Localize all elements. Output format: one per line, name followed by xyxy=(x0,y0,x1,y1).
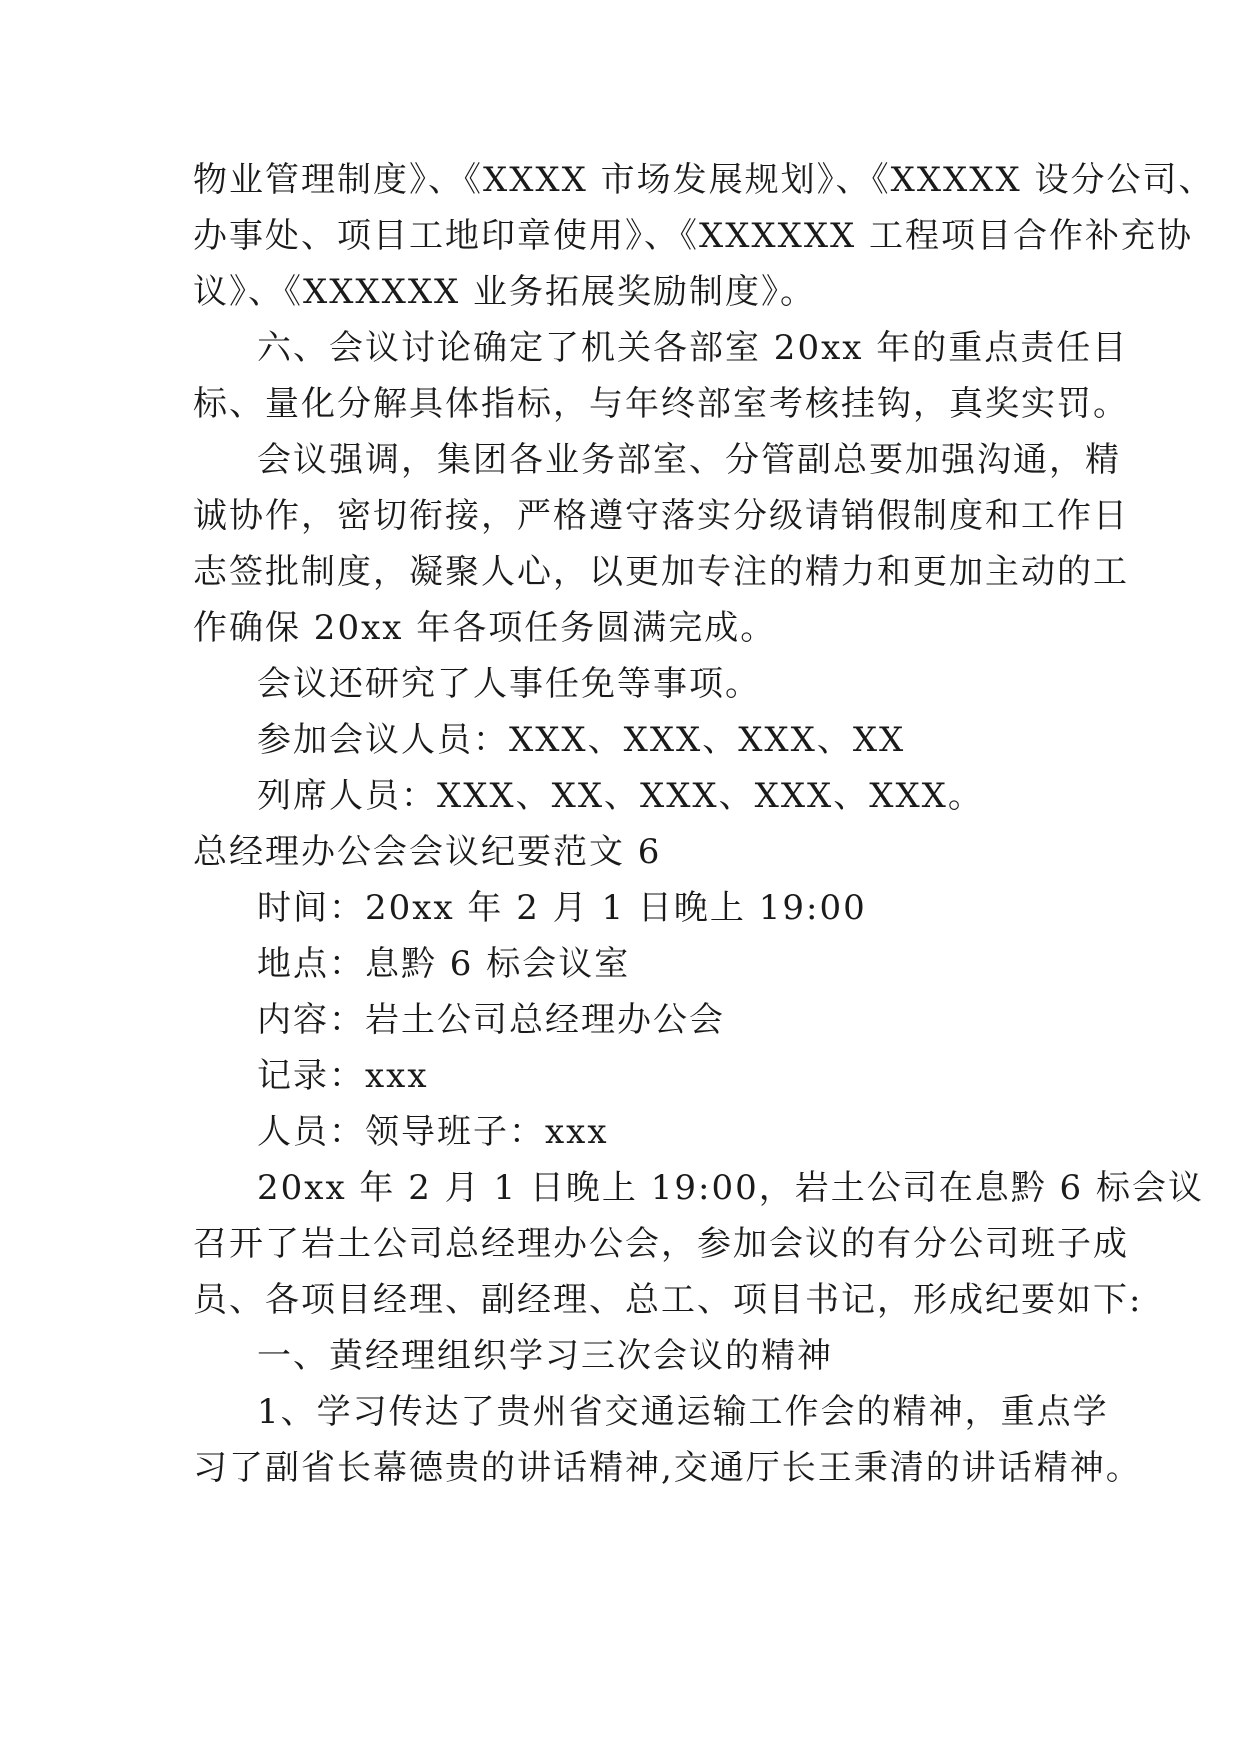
text-line-7: 诚协作，密切衔接，严格遵守落实分级请销假制度和工作日 xyxy=(193,496,1129,536)
text-line-21: 员、各项目经理、副经理、总工、项目书记，形成纪要如下: xyxy=(193,1280,1143,1320)
text-line-2: 办事处、项目工地印章使用》、《XXXXXX 工程项目合作补充协 xyxy=(193,216,1194,256)
text-line-8: 志签批制度，凝聚人心，以更加专注的精力和更加主动的工 xyxy=(193,552,1129,592)
meeting-content: 内容：岩土公司总经理办公会 xyxy=(257,1000,725,1040)
meeting-personnel: 人员：领导班子：xxx xyxy=(257,1112,609,1152)
text-line-1: 物业管理制度》、《XXXX 市场发展规划》、《XXXXX 设分公司、 xyxy=(193,160,1215,200)
observers-line: 列席人员：XXX、XX、XXX、XXX、XXX。 xyxy=(257,776,984,816)
section-heading: 总经理办公会会议纪要范文 6 xyxy=(193,832,662,872)
text-line-22: 一、黄经理组织学习三次会议的精神 xyxy=(257,1336,833,1376)
meeting-time: 时间：20xx 年 2 月 1 日晚上 19:00 xyxy=(257,888,867,928)
attendees-line: 参加会议人员：XXX、XXX、XXX、XX xyxy=(257,720,906,760)
text-line-24: 习了副省长幕德贵的讲话精神,交通厅长王秉清的讲话精神。 xyxy=(193,1448,1142,1488)
meeting-location: 地点：息黔 6 标会议室 xyxy=(257,944,631,984)
meeting-recorder: 记录：xxx xyxy=(257,1056,429,1096)
text-line-4: 六、会议讨论确定了机关各部室 20xx 年的重点责任目 xyxy=(257,328,1129,368)
text-line-23: 1、学习传达了贵州省交通运输工作会的精神，重点学 xyxy=(257,1392,1109,1432)
text-line-20: 召开了岩土公司总经理办公会，参加会议的有分公司班子成 xyxy=(193,1224,1129,1264)
text-line-6: 会议强调，集团各业务部室、分管副总要加强沟通，精 xyxy=(257,440,1121,480)
text-line-5: 标、量化分解具体指标，与年终部室考核挂钩，真奖实罚。 xyxy=(193,384,1129,424)
text-line-9: 作确保 20xx 年各项任务圆满完成。 xyxy=(193,608,777,648)
text-line-19: 20xx 年 2 月 1 日晚上 19:00，岩土公司在息黔 6 标会议 xyxy=(257,1168,1204,1208)
text-line-3: 议》、《XXXXXX 业务拓展奖励制度》。 xyxy=(193,272,817,312)
text-line-10: 会议还研究了人事任免等事项。 xyxy=(257,664,761,704)
